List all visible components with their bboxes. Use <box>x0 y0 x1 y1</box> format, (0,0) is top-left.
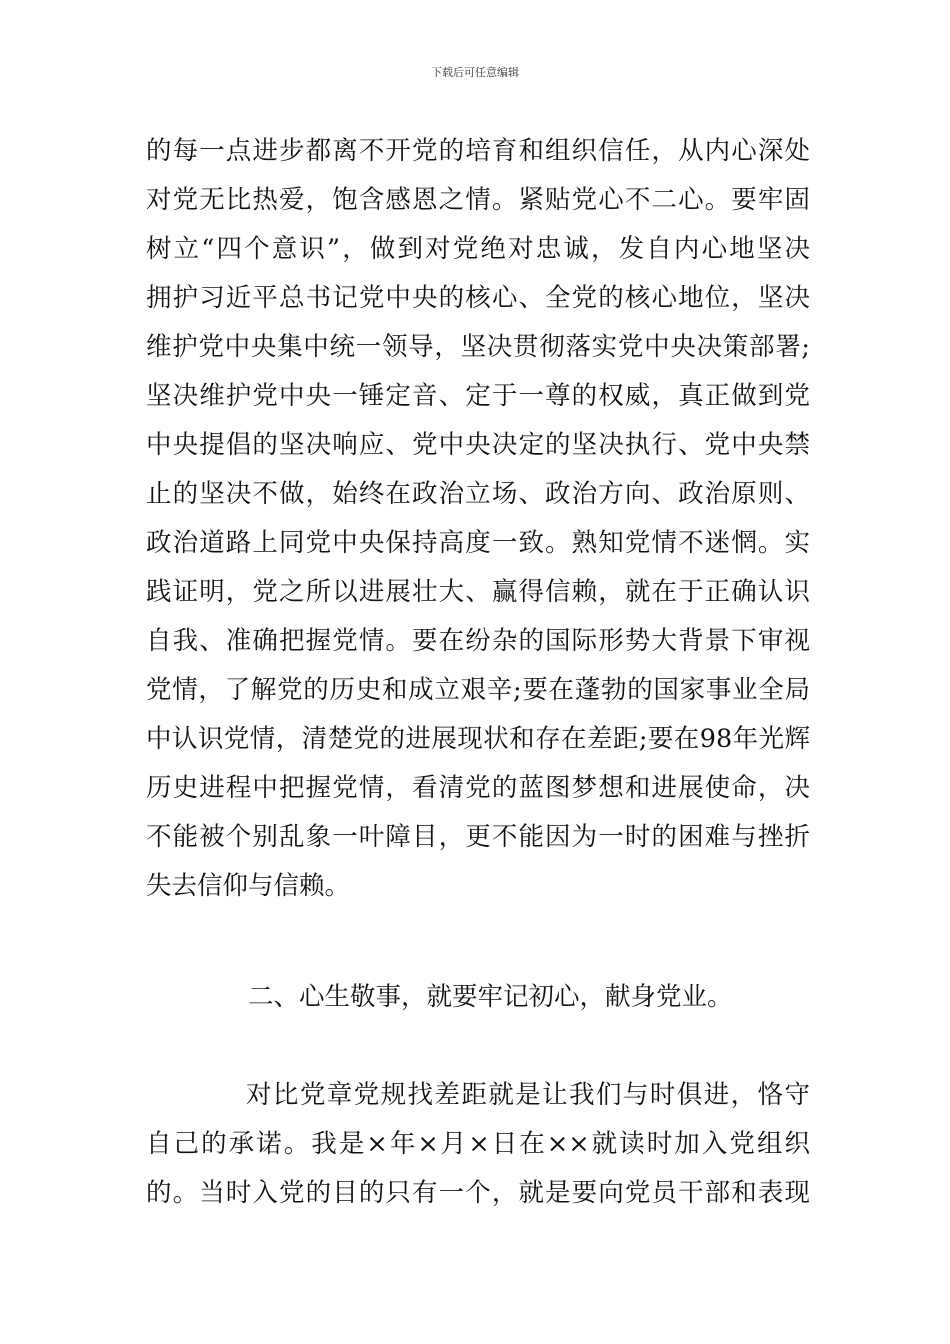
text-line: 中认识党情，清楚党的进展现状和存在差距;要在98年光辉 <box>146 724 810 754</box>
section-heading: 二、心生敬事，就要牢记初心，献身党业。 <box>248 982 733 1012</box>
text-line: 拥护习近平总书记党中央的核心、全党的核心地位，坚决 <box>146 283 810 313</box>
paragraph-2 <box>146 1071 810 1218</box>
text-line: 政治道路上同党中央保持高度一致。熟知党情不迷惘。实 <box>146 528 810 558</box>
text-line: 止的坚决不做，始终在政治立场、政治方向、政治原则、 <box>146 479 810 509</box>
text-line: 历史进程中把握党情，看清党的蓝图梦想和进展使命，决 <box>146 773 810 803</box>
header-note: 下载后可任意编辑 <box>431 66 519 79</box>
text-line: 践证明，党之所以进展壮大、赢得信赖，就在于正确认识 <box>146 577 810 607</box>
text-line: 中央提倡的坚决响应、党中央决定的坚决执行、党中央禁 <box>146 430 810 460</box>
text-line: 自己的承诺。我是×年×月×日在××就读时加入党组织 <box>146 1129 810 1159</box>
text-line: 自我、准确把握党情。要在纷杂的国际形势大背景下审视 <box>146 626 810 656</box>
text-line: 树立“四个意识”，做到对党绝对忠诚，发自内心地坚决 <box>146 234 810 264</box>
text-line: 的每一点进步都离不开党的培育和组织信任，从内心深处 <box>146 136 810 166</box>
text-line: 的。当时入党的目的只有一个，就是要向党员干部和表现 <box>146 1178 810 1208</box>
text-line: 坚决维护党中央一锤定音、定于一尊的权威，真正做到党 <box>146 381 810 411</box>
paragraph-1 <box>146 127 810 911</box>
text-line: 失去信仰与信赖。 <box>146 871 351 901</box>
text-line: 维护党中央集中统一领导，坚决贯彻落实党中央决策部署; <box>146 332 810 362</box>
text-line: 对比党章党规找差距就是让我们与时俱进，恪守 <box>246 1080 810 1110</box>
text-line: 党情，了解党的历史和成立艰辛;要在蓬勃的国家事业全局 <box>146 675 810 705</box>
text-line: 对党无比热爱，饱含感恩之情。紧贴党心不二心。要牢固 <box>146 185 810 215</box>
text-line: 不能被个别乱象一叶障目，更不能因为一时的困难与挫折 <box>146 822 810 852</box>
